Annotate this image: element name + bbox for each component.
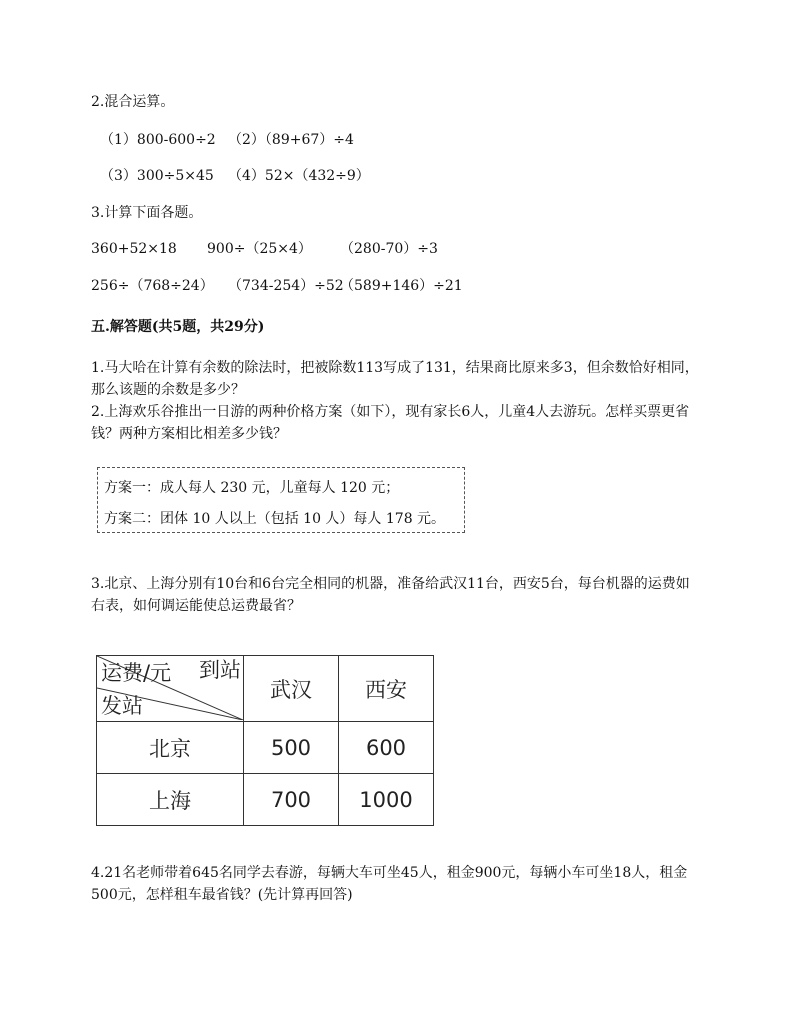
problem-3-5: （734-254）÷52 bbox=[228, 278, 344, 294]
problem-2-3: （3）300÷5×45 bbox=[100, 168, 214, 184]
corner-label-destination: 到站 bbox=[199, 658, 241, 682]
problem-2-4: （4）52×（432÷9） bbox=[228, 168, 370, 184]
row-header-shanghai: 上海 bbox=[97, 774, 244, 826]
problem-3-4: 256÷（768÷24） bbox=[91, 278, 214, 294]
table-corner-header bbox=[97, 656, 244, 722]
corner-label-cost: 运费/元 bbox=[101, 661, 172, 685]
section-5-heading: 五.解答题(共5题，共29分) bbox=[91, 319, 265, 335]
problem-3-6: （589+146）÷21 bbox=[340, 278, 463, 294]
cell-beijing-xian: 600 bbox=[339, 722, 434, 774]
table-row bbox=[97, 774, 434, 826]
table-row bbox=[97, 722, 434, 774]
corner-label-origin: 发站 bbox=[101, 694, 143, 718]
plan-one: 方案一：成人每人 230 元，儿童每人 120 元； bbox=[104, 480, 400, 496]
question-1: 1.马大哈在计算有余数的除法时，把被除数113写成了131，结果商比原来多3，但余数恰好相同，那么该题的余数是多少？ bbox=[91, 360, 699, 398]
cell-shanghai-wuhan: 700 bbox=[244, 774, 339, 826]
section-2-title: 2.混合运算。 bbox=[91, 94, 175, 110]
question-2: 2.上海欢乐谷推出一日游的两种价格方案（如下），现有家长6人，儿童4人去游玩。怎样买票更省钱？两种方案相比相差多少钱？ bbox=[91, 404, 690, 442]
question-3: 3.北京、上海分别有10台和6台完全相同的机器，准备给武汉11台，西安5台，每台机器的运费如右表，如何调运能使总运费最省？ bbox=[91, 576, 690, 614]
question-4: 4.21名老师带着645名同学去春游，每辆大车可坐45人，租金900元，每辆小车可坐18人，租金500元，怎样租车最省钱？(先计算再回答) bbox=[91, 865, 688, 903]
freight-cost-table bbox=[96, 655, 434, 826]
column-header-xian: 西安 bbox=[339, 656, 434, 722]
problem-3-3: （280-70）÷3 bbox=[340, 241, 438, 257]
cell-beijing-wuhan: 500 bbox=[244, 722, 339, 774]
problem-3-2: 900÷（25×4） bbox=[207, 241, 312, 257]
price-plans-box bbox=[97, 467, 465, 533]
problem-2-1: （1）800-600÷2 bbox=[100, 132, 216, 148]
section-3-title: 3.计算下面各题。 bbox=[91, 205, 203, 221]
column-header-wuhan: 武汉 bbox=[244, 656, 339, 722]
problem-3-1: 360+52×18 bbox=[91, 241, 177, 257]
plan-two: 方案二：团体 10 人以上（包括 10 人）每人 178 元。 bbox=[104, 511, 446, 527]
problem-2-2: （2）（89+67）÷4 bbox=[228, 132, 354, 148]
row-header-beijing: 北京 bbox=[97, 722, 244, 774]
cell-shanghai-xian: 1000 bbox=[339, 774, 434, 826]
